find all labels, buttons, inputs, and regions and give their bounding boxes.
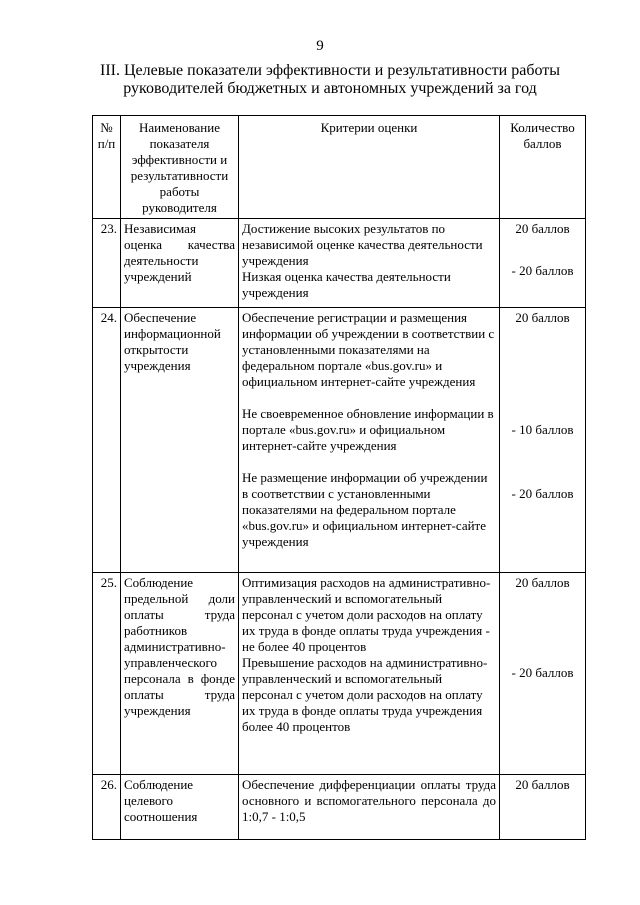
row-number: 25. [93, 573, 121, 775]
criteria-cell [239, 775, 500, 840]
criterion-points: - 20 баллов [511, 263, 574, 278]
criteria-cell [239, 308, 500, 573]
row-number: 26. [93, 775, 121, 840]
criterion-text: Превышение расходов на административно-управленческий и вспомогательный персонал с учетом доли расходов на оплату их труда в фонде оплаты труда учреждения более 40 процентов [242, 655, 488, 734]
table-row [93, 219, 586, 308]
criteria-cell [239, 219, 500, 308]
header-indicator-name: Наименование показателя эффективности и результативности работы руководителя [121, 116, 239, 219]
criterion-points: 20 баллов [515, 575, 570, 590]
criterion-text: Не размещение информации об учреждении в соответствии с установленными показателями на федеральном портале «bus.gov.ru» и официальном интернет-сайте учреждения [242, 470, 488, 549]
criterion-points: - 20 баллов [511, 486, 574, 501]
heading-line-2: руководителей бюджетных и автономных учреждений за год [123, 80, 537, 97]
row-number: 23. [93, 219, 121, 308]
criterion-text: Достижение высоких результатов по независимой оценке качества деятельности учреждения [242, 221, 483, 268]
header-criteria: Критерии оценки [239, 116, 500, 219]
points-cell [500, 775, 586, 840]
points-cell [500, 573, 586, 775]
indicator-name: Независимая оценка качества деятельности учреждений [121, 219, 239, 308]
indicator-name: Соблюдение предельной доли оплаты труда работников административно-управленческого персонала в фонде оплаты труда учреждения [121, 573, 239, 775]
criterion-text: Оптимизация расходов на административно-управленческий и вспомогательный персонал с учетом доли расходов на оплату их труда в фонде оплаты труда учреждения - не более 40 процентов [242, 575, 491, 654]
criteria-table [92, 115, 586, 840]
page-number: 9 [316, 38, 324, 54]
criterion-points: 20 баллов [515, 221, 570, 236]
points-cell [500, 219, 586, 308]
criterion-text: Не своевременное обновление информации в портале «bus.gov.ru» и официальном интернет-сайте учреждения [242, 406, 494, 453]
row-number: 24. [93, 308, 121, 573]
criterion-text: Низкая оценка качества деятельности учреждения [242, 269, 451, 300]
section-heading [80, 62, 580, 98]
criterion-text: Обеспечение регистрации и размещения информации об учреждении в соответствии с установленными показателями на федеральном портале «bus.gov.ru» и официальном интернет-сайте учреждения [242, 310, 495, 389]
table-row [93, 573, 586, 775]
header-points: Количество баллов [500, 116, 586, 219]
table-row [93, 775, 586, 840]
criterion-points: 20 баллов [515, 310, 570, 325]
indicator-name: Обеспечение информационной открытости учреждения [121, 308, 239, 573]
indicator-name: Соблюдение целевого соотношения [121, 775, 239, 840]
table-header-row [93, 116, 586, 219]
header-num: № п/п [93, 116, 121, 219]
criteria-cell [239, 573, 500, 775]
table-row [93, 308, 586, 573]
heading-line-1: III. Целевые показатели эффективности и результативности работы [100, 62, 560, 79]
criterion-points: 20 баллов [515, 777, 570, 792]
criterion-points: - 20 баллов [511, 665, 574, 680]
points-cell [500, 308, 586, 573]
criterion-text: Обеспечение дифференциации оплаты труда основного и вспомогательного персонала до 1:0,7 - 1:0,5 [242, 777, 496, 824]
criterion-points: - 10 баллов [511, 422, 574, 437]
